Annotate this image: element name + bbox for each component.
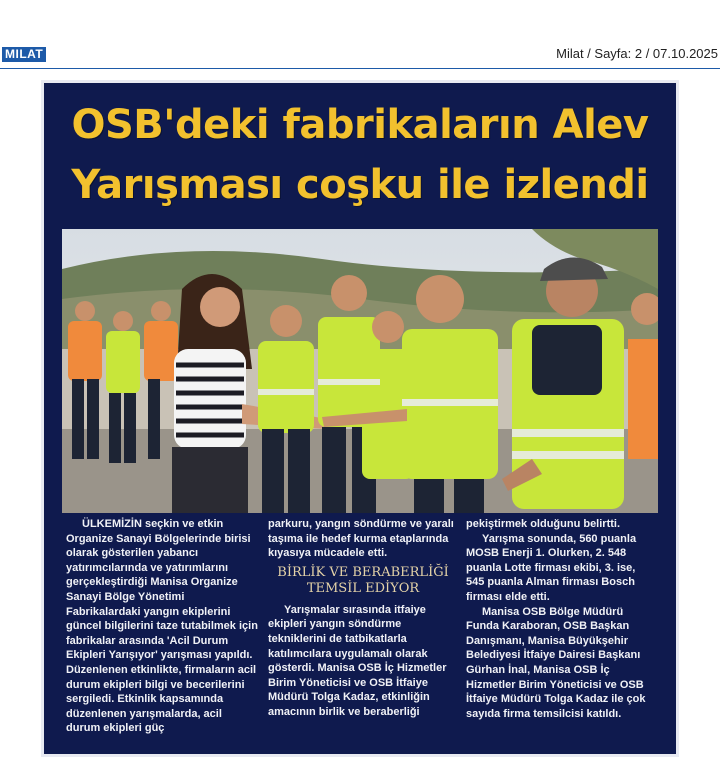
page-meta: Milat / Sayfa: 2 / 07.10.2025 <box>556 46 718 61</box>
page-header <box>0 0 720 70</box>
lead-word: ÜLKEMİZİN <box>82 518 142 530</box>
news-clipping <box>44 83 676 754</box>
column-2-bottom: Yarışmalar sırasında itfaiye ekipleri yangın söndürme tekniklerini de tatbikatlarla katılımcılara uygulamalı olarak gösterdi. Manisa OSB İç Hizmetler Birim Yöneticisi ve OSB İtfaiye Müdürü Tolga Kadaz, etkinliğin amacının birlik ve beraberliği <box>268 603 447 718</box>
column-1-paragraph <box>66 517 258 736</box>
article-column-1 <box>66 517 258 736</box>
header-divider <box>0 68 720 69</box>
headline <box>44 95 676 215</box>
article-body <box>62 517 658 747</box>
column-3-paragraph-1: pekiştirmek olduğunu belirtti. <box>466 518 621 530</box>
column-1-text: seçkin ve etkin Organize Sanayi Bölgelerinde birisi olarak gösterilen yabancı yatırımcılarında ve yatırımlarını gerçekleştirdiği Manisa Organize Sanayi Bölge Yönetimi Fabrikalardaki yangın ekiplerini güncel bilgilerini taze tutabilmek için fabrikalar arasında 'Acil Durum Ekipleri Yarışıyor' yarışması yapıldı. Düzenlenen etkinlikte, firmaların acil durum ekipleri bilgi ve becerilerini sergiledi. Etkinlik kapsamında düzenlenen yarışmalarda, acil durum ekipleri güç <box>66 518 258 735</box>
headline-line-1: OSB'deki fabrikaların Alev <box>71 102 649 148</box>
column-3-paragraph-2: Yarışma sonunda, 560 puanla MOSB Enerji 1. Olurken, 2. 548 puanla Lotte firması ekibi, 3. ise, 545 puanla Alman firması Bosch firması elde etti. <box>466 532 637 603</box>
subheading-line-2: TEMSİL EDİYOR <box>306 580 420 596</box>
subheading-line-1: BİRLİK VE BERABERLİĞİ <box>277 564 449 580</box>
article-column-3 <box>466 517 656 721</box>
article-column-2 <box>268 517 458 720</box>
article-photo <box>62 229 658 513</box>
subheading <box>268 565 458 597</box>
headline-line-2: Yarışması coşku ile izlendi <box>71 162 649 208</box>
column-2-top: parkuru, yangın söndürme ve yaralı taşıma ile hedef kurma etaplarında kıyasıya mücadele etti. <box>268 518 454 560</box>
newspaper-logo: MILAT <box>2 47 46 62</box>
column-3-paragraph-3: Manisa OSB Bölge Müdürü Funda Karaboran, OSB Başkan Danışmanı, Manisa Büyükşehir Belediyesi İtfaiye Dairesi Başkanı Gürhan İnal, Manisa OSB İç Hizmetler Birim Yöneticisi ve OSB İtfaiye Müdürü Tolga Kadaz ile çok sayıda firma temsilcisi katıldı. <box>466 605 646 720</box>
